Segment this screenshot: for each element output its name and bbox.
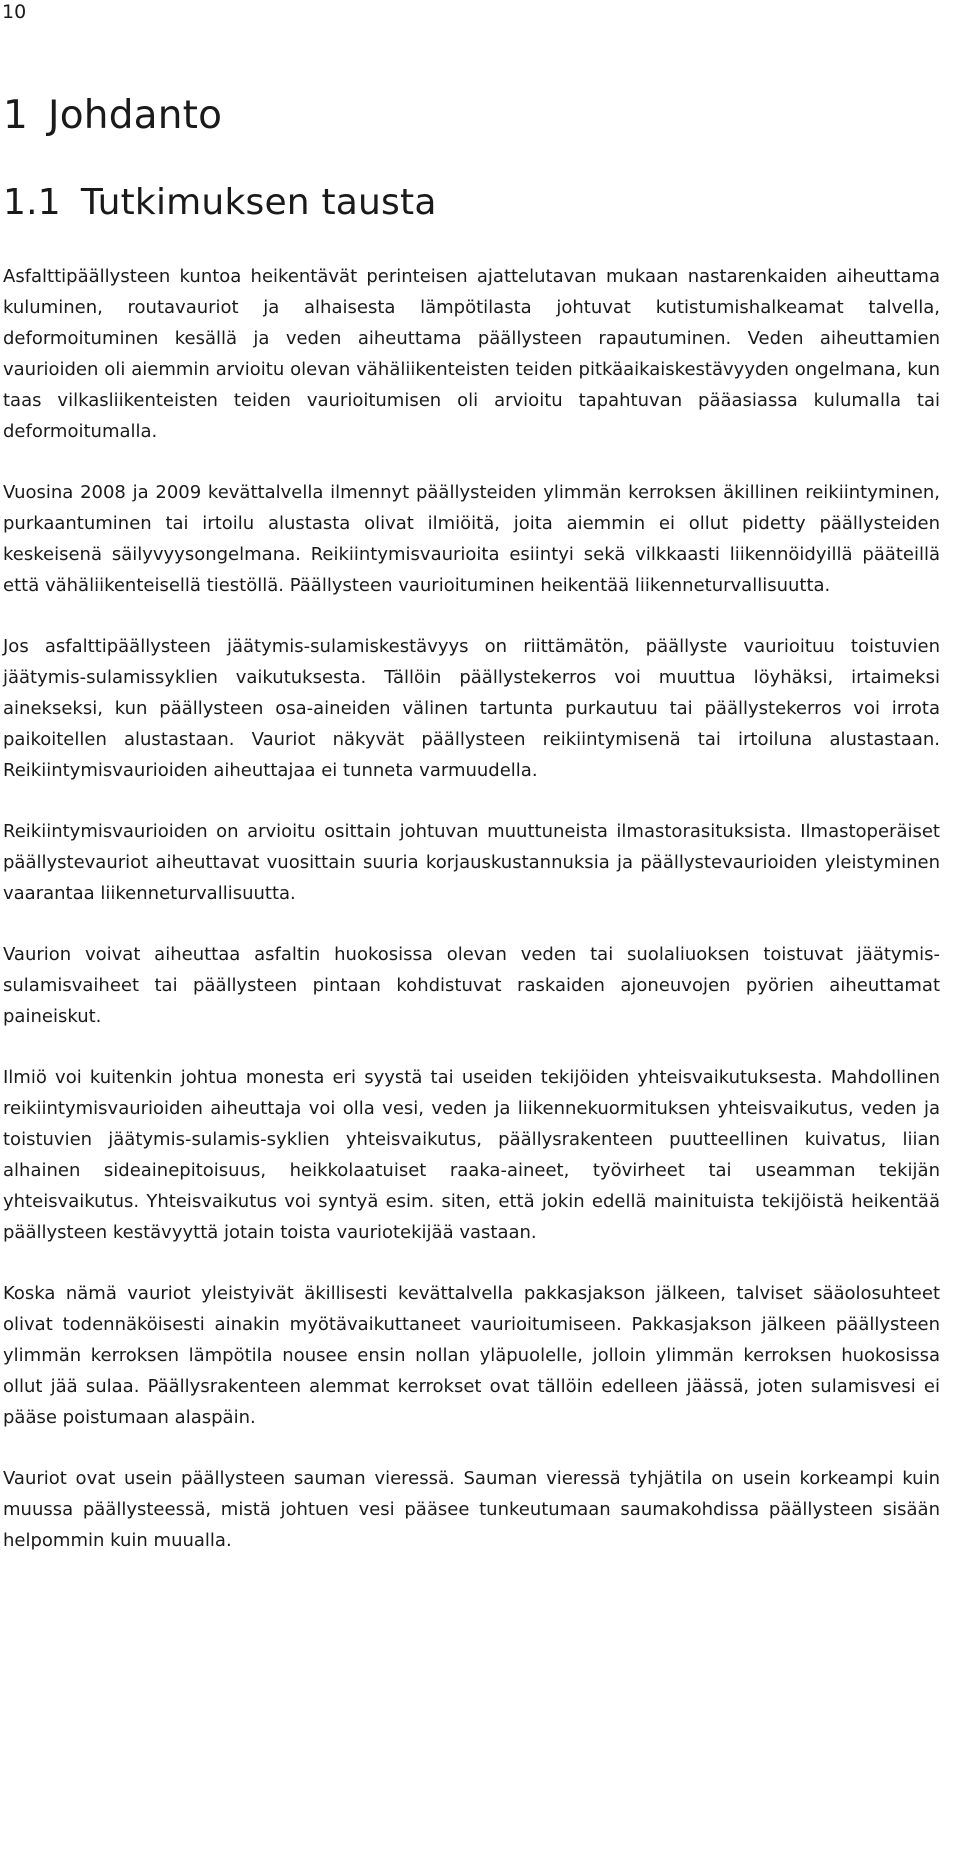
paragraph-3: Jos asfalttipäällysteen jäätymis-sulamiskestävyys on riittämätön, päällyste vaurioituu toistuvien jäätymis-sulamissyklien vaikutuksesta. Tällöin päällystekerros voi muuttua löyhäksi, irtaimeksi ainekseksi, kun päällysteen osa-aineiden välinen tartunta purkautuu tai päällystekerros voi irrota paikoitellen alustastaan. Vauriot näkyvät päällysteen reikiintymisenä tai irtoiluna alustastaan. Reikiintymisvaurioiden aiheuttajaa ei tunneta varmuudella.: [3, 636, 940, 781]
paragraph-list: [3, 261, 940, 1556]
paragraph-5: Vaurion voivat aiheuttaa asfaltin huokosissa olevan veden tai suolaliuoksen toistuvat jäätymis-sulamisvaiheet tai päällysteen pintaan kohdistuvat raskaiden ajoneuvojen pyörien aiheuttamat paineiskut.: [3, 944, 940, 1027]
section-heading: [3, 181, 940, 225]
section-title: Tutkimuksen tausta: [80, 182, 437, 223]
page-number: 10: [2, 1, 27, 23]
paragraph-1: Asfalttipäällysteen kuntoa heikentävät perinteisen ajattelutavan mukaan nastarenkaiden aiheuttama kuluminen, routavauriot ja alhaisesta lämpötilasta johtuvat kutistumishalkeamat talvella, deformoituminen kesällä ja veden aiheuttama päällysteen rapautuminen. Veden aiheuttamien vaurioiden oli aiemmin arvioitu olevan vähäliikenteisten teiden pitkäaikaiskestävyyden ongelmana, kun taas vilkasliikenteisten teiden vaurioitumisen oli arvioitu tapahtuvan pääasiassa kulumalla tai deformoitumalla.: [3, 266, 940, 442]
chapter-title: Johdanto: [48, 93, 223, 138]
paragraph-6: Ilmiö voi kuitenkin johtua monesta eri syystä tai useiden tekijöiden yhteisvaikutuksesta. Mahdollinen reikiintymisvaurioiden aiheuttaja voi olla vesi, veden ja liikennekuormituksen yhteisvaikutus, veden ja toistuvien jäätymis-sulamis-syklien yhteisvaikutus, päällysrakenteen puutteellinen kuivatus, liian alhainen sideainepitoisuus, heikkolaatuiset raaka-aineet, työvirheet tai useamman tekijän yhteisvaikutus. Yhteisvaikutus voi syntyä esim. siten, että jokin edellä mainituista tekijöistä heikentää päällysteen kestävyyttä jotain toista vauriotekijää vastaan.: [3, 1067, 940, 1243]
section-number: 1.1: [3, 182, 61, 223]
paragraph-4: Reikiintymisvaurioiden on arvioitu osittain johtuvan muuttuneista ilmastorasituksista. Ilmastoperäiset päällystevauriot aiheuttavat vuosittain suuria korjauskustannuksia ja päällystevaurioiden yleistyminen vaarantaa liikenneturvallisuutta.: [3, 821, 940, 904]
paragraph-7: Koska nämä vauriot yleistyivät äkillisesti kevättalvella pakkasjakson jälkeen, talviset sääolosuhteet olivat todennäköisesti ainakin myötävaikuttaneet vaurioitumiseen. Pakkasjakson jälkeen päällysteen ylimmän kerroksen lämpötila nousee ensin nollan yläpuolelle, jolloin ylimmän kerroksen huokosissa ollut jää sulaa. Päällysrakenteen alemmat kerrokset ovat tällöin edelleen jäässä, joten sulamisvesi ei pääse poistumaan alaspäin.: [3, 1283, 940, 1428]
chapter-heading: [3, 92, 940, 140]
document-body: [3, 92, 940, 1586]
paragraph-2: Vuosina 2008 ja 2009 kevättalvella ilmennyt päällysteiden ylimmän kerroksen äkillinen reikiintyminen, purkaantuminen tai irtoilu alustasta olivat ilmiöitä, joita aiemmin ei ollut pidetty päällysteiden keskeisenä säilyvyysongelmana. Reikiintymisvaurioita esiintyi sekä vilkkaasti liikennöidyillä pääteillä että vähäliikenteisellä tiestöllä. Päällysteen vaurioituminen heikentää liikenneturvallisuutta.: [3, 482, 940, 596]
chapter-number: 1: [3, 93, 29, 138]
paragraph-8: Vauriot ovat usein päällysteen sauman vieressä. Sauman vieressä tyhjätila on usein korkeampi kuin muussa päällysteessä, mistä johtuen vesi pääsee tunkeutumaan saumakohdissa päällysteen sisään helpommin kuin muualla.: [3, 1468, 940, 1551]
